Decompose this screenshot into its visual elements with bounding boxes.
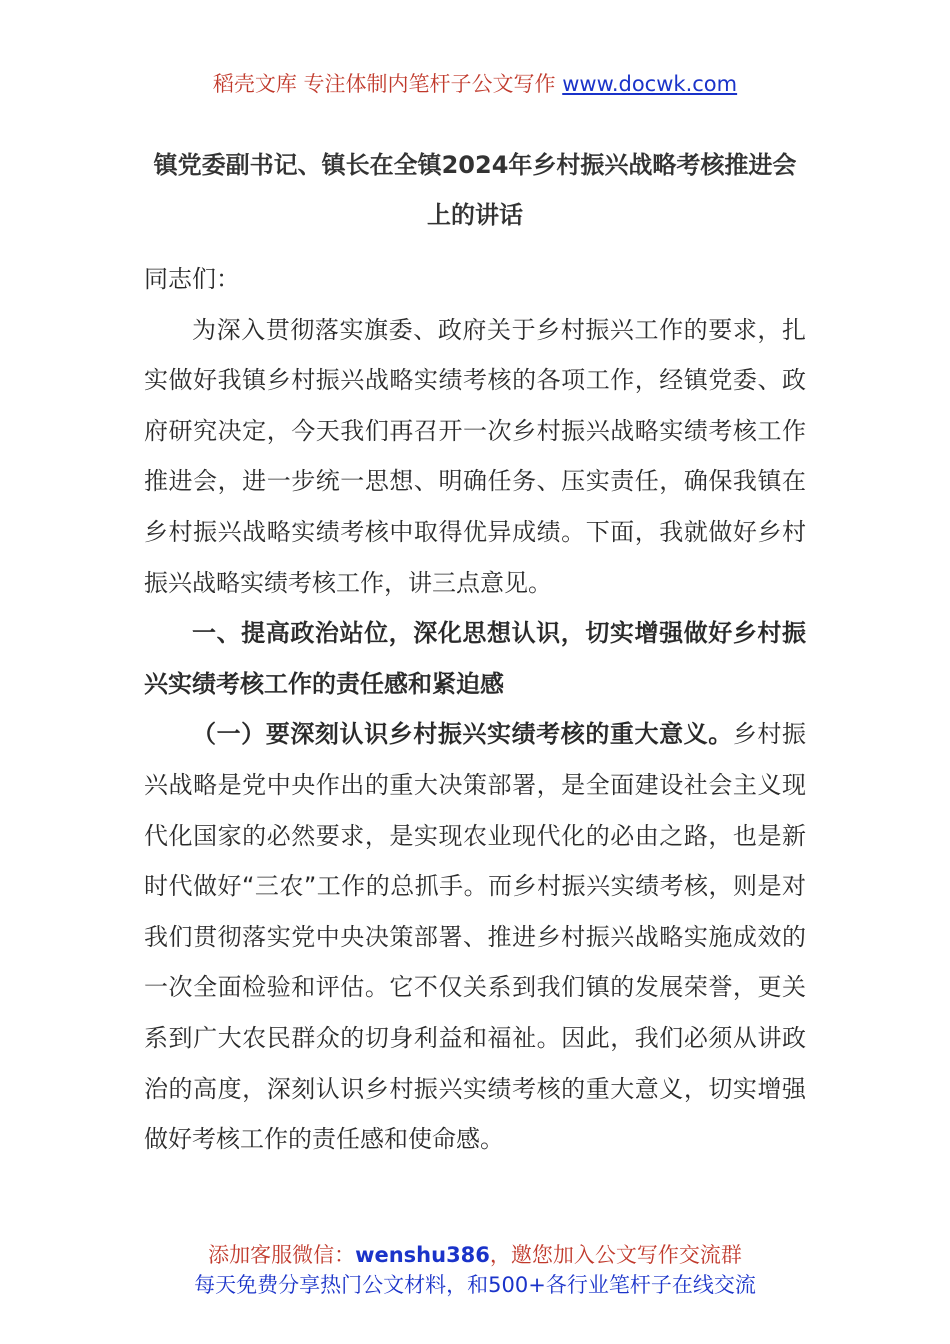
intro-paragraph: 为深入贯彻落实旗委、政府关于乡村振兴工作的要求，扎实做好我镇乡村振兴战略实绩考核的各项工作，经镇党委、政府研究决定，今天我们再召开一次乡村振兴战略实绩考核工作推进会，进一步统一思想、明确任务、压实责任，确保我镇在乡村振兴战略实绩考核中取得优异成绩。下面，我就做好乡村振兴战略实绩考核工作，讲三点意见。 [144,315,806,597]
subsection-1-body: 乡村振兴战略是党中央作出的重大决策部署，是全面建设社会主义现代化国家的必然要求，是实现农业现代化的必由之路，也是新时代做好“三农”工作的总抓手。而乡村振兴实绩考核，则是对我们贯彻落实党中央决策部署、推进乡村振兴战略实施成效的一次全面检验和评估。它不仅关系到我们镇的发展荣誉，更关系到广大农民群众的切身利益和福祉。因此，我们必须从讲政治的高度，深刻认识乡村振兴实绩考核的重大意义，切实增强做好考核工作的责任感和使命感。 [144,720,807,1154]
footer-promo [0,1240,950,1300]
site-link[interactable]: www.docwk.com [562,72,738,96]
footer-line-1-prefix: 添加客服微信： [208,1243,356,1267]
footer-line-1 [0,1240,950,1270]
footer-line-1-suffix: ，邀您加入公文写作交流群 [489,1243,742,1267]
footer-line-2: 每天免费分享热门公文材料，和500+各行业笔杆子在线交流 [194,1273,756,1297]
header-brand-text: 稻壳文库 专注体制内笔杆子公文写作 [212,72,563,96]
section-1-heading: 一、提高政治站位，深化思想认识，切实增强做好乡村振兴实绩考核工作的责任感和紧迫感 [144,619,806,698]
subsection-1-lead: （一）要深刻认识乡村振兴实绩考核的重大意义。 [192,720,733,749]
subsection-1-paragraph [144,709,806,1164]
document-title: 镇党委副书记、镇长在全镇2024年乡村振兴战略考核推进会上的讲话 [153,151,797,229]
wechat-id: wenshu386 [355,1243,490,1267]
document-body [144,254,806,1165]
salutation: 同志们： [144,265,240,293]
header-banner [0,68,950,100]
